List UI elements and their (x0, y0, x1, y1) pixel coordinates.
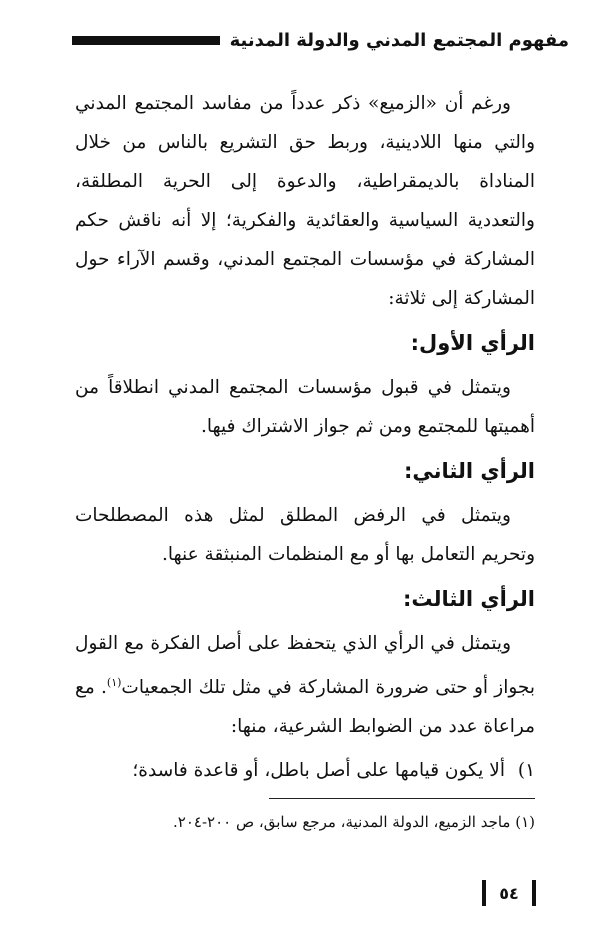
opinion-1-heading: الرأي الأول: (410, 331, 535, 355)
page-number-box (482, 880, 536, 906)
footnote-separator (269, 798, 535, 799)
page-number: ٥٤ (499, 883, 519, 903)
list-item (75, 750, 535, 792)
footnote-reference[interactable]: (١) (106, 676, 122, 689)
opinion-3-text-part2: . مع مراعاة عدد من الضوابط الشرعية، منها: (75, 677, 535, 738)
main-text (75, 84, 535, 792)
opinion-2-text: ويتمثل في الرفض المطلق لمثل هذه المصطلحات وتحريم التعامل بها أو مع المنظمات المنبثقة عنها. (75, 505, 535, 565)
intro-paragraph: ورغم أن «الزميع» ذكر عدداً من مفاسد المجتمع المدني والتي منها اللادينية، وربط حق التشريع بالناس من خلال المناداة بالديمقراطية، والدعوة إلى الحرية المطلقة، والتعددية السياسية والعقائدية والفكرية؛ إلا أنه ناقش حكم المشاركة في مؤسسات المجتمع المدني، وقسم الآراء حول المشاركة إلى ثلاثة: (75, 93, 535, 309)
header-rule (72, 36, 220, 45)
header-title: مفهوم المجتمع المدني والدولة المدنية (229, 29, 569, 51)
opinion-2-heading: الرأي الثاني: (404, 459, 535, 483)
list-item-number: ١) (517, 760, 535, 782)
opinion-3-text-part1: ويتمثل في الرأي الذي يتحفظ على أصل الفكرة مع القول بجواز أو حتى ضرورة المشاركة في مثل تلك الجمعيات (75, 633, 535, 699)
running-header (72, 24, 569, 56)
footnote: (١) ماجد الزميع، الدولة المدنية، مرجع سابق، ص ٢٠٠-٢٠٤. (173, 813, 535, 831)
list-item-text: ألا يكون قيامها على أصل باطل، أو قاعدة فاسدة؛ (132, 760, 505, 782)
opinion-1-text: ويتمثل في قبول مؤسسات المجتمع المدني انطلاقاً من أهميتها للمجتمع ومن ثم جواز الاشتراك فيها. (75, 377, 535, 437)
opinion-3-text (75, 624, 535, 746)
opinion-3-heading: الرأي الثالث: (403, 587, 535, 611)
